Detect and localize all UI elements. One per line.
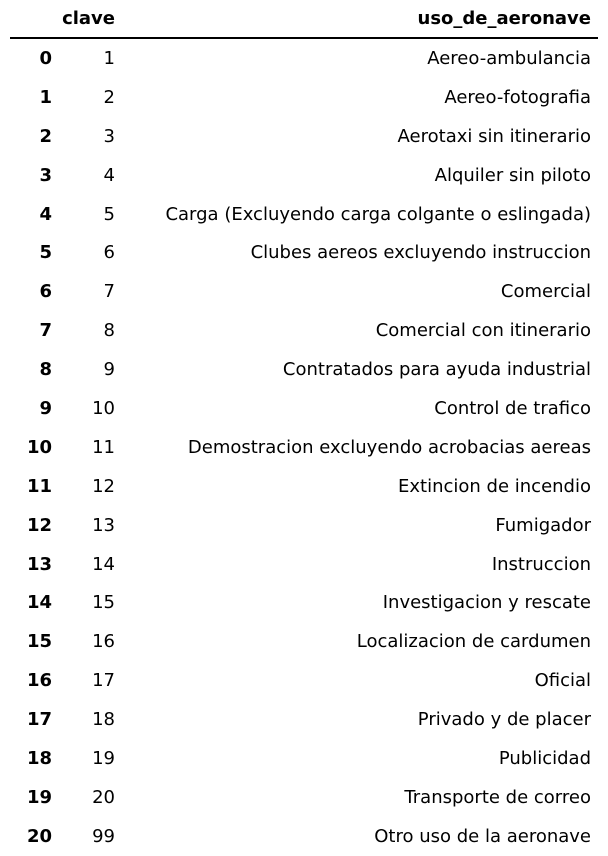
clave-cell: 8 [103,320,115,342]
table-row [10,778,598,817]
uso-cell: Contratados para ayuda industrial [282,359,591,381]
clave-cell: 9 [103,359,115,381]
uso-cell: Privado y de placer [417,709,591,731]
table-row [10,545,598,584]
uso-cell: Fumigador [495,514,591,536]
uso-cell: Control de trafico [434,397,591,419]
row-index: 11 [26,475,52,497]
clave-cell: 4 [103,164,115,186]
uso-cell: Publicidad [498,747,591,769]
row-index: 15 [26,631,52,653]
header-row [10,0,598,38]
clave-header: clave [52,0,115,38]
clave-cell: 17 [92,670,115,692]
uso-cell: Carga (Excluyendo carga colgante o eslingada) [165,203,591,225]
table-row [10,350,598,389]
uso-cell: Aereo-fotografia [444,86,591,108]
clave-cell: 20 [92,786,115,808]
row-index: 2 [39,125,52,147]
row-index: 1 [39,86,52,108]
clave-cell: 99 [92,825,115,847]
clave-cell: 16 [92,631,115,653]
row-index: 16 [26,670,52,692]
clave-cell: 2 [103,86,115,108]
uso-cell: Transporte de correo [404,786,591,808]
index-header [10,0,52,38]
clave-cell: 18 [92,709,115,731]
data-table [10,0,598,856]
table-row [10,583,598,622]
uso-cell: Investigacion y rescate [382,592,591,614]
clave-cell: 14 [92,553,115,575]
row-index: 6 [39,281,52,303]
row-index: 7 [39,320,52,342]
table-row [10,272,598,311]
table-row [10,311,598,350]
uso-cell: Oficial [534,670,591,692]
table-row [10,78,598,117]
clave-cell: 15 [92,592,115,614]
row-index: 3 [39,164,52,186]
table-row [10,389,598,428]
clave-cell: 10 [92,397,115,419]
row-index: 20 [26,825,52,847]
row-index: 9 [39,397,52,419]
table-body [10,38,598,856]
row-index: 18 [26,747,52,769]
table-row [10,467,598,506]
uso-cell: Localizacion de cardumen [356,631,591,653]
row-index: 17 [26,709,52,731]
row-index: 5 [39,242,52,264]
row-index: 0 [39,47,52,69]
clave-cell: 5 [103,203,115,225]
clave-cell: 3 [103,125,115,147]
clave-cell: 1 [103,47,115,69]
table-row [10,622,598,661]
uso-cell: Instruccion [491,553,591,575]
row-index: 13 [26,553,52,575]
table-row [10,661,598,700]
table-row [10,38,598,78]
row-index: 10 [26,436,52,458]
table-row [10,195,598,234]
row-index: 4 [39,203,52,225]
table-row [10,817,598,856]
table-row [10,506,598,545]
table-row [10,156,598,195]
uso-cell: Aereo-ambulancia [427,47,591,69]
row-index: 12 [26,514,52,536]
table-row [10,117,598,156]
clave-cell: 11 [92,436,115,458]
uso-header: uso_de_aeronave [115,0,598,38]
uso-cell: Comercial con itinerario [375,320,591,342]
uso-cell: Extincion de incendio [398,475,591,497]
clave-cell: 6 [103,242,115,264]
uso-cell: Demostracion excluyendo acrobacias aereas [187,436,591,458]
row-index: 14 [26,592,52,614]
row-index: 19 [26,786,52,808]
row-index: 8 [39,359,52,381]
table-header [10,0,598,38]
table-row [10,233,598,272]
clave-cell: 12 [92,475,115,497]
table-row [10,428,598,467]
uso-cell: Comercial [500,281,591,303]
uso-cell: Alquiler sin piloto [434,164,591,186]
clave-cell: 19 [92,747,115,769]
table-row [10,700,598,739]
clave-cell: 7 [103,281,115,303]
uso-cell: Clubes aereos excluyendo instruccion [250,242,591,264]
uso-cell: Aerotaxi sin itinerario [397,125,591,147]
clave-cell: 13 [92,514,115,536]
uso-cell: Otro uso de la aeronave [374,825,591,847]
table-row [10,739,598,778]
